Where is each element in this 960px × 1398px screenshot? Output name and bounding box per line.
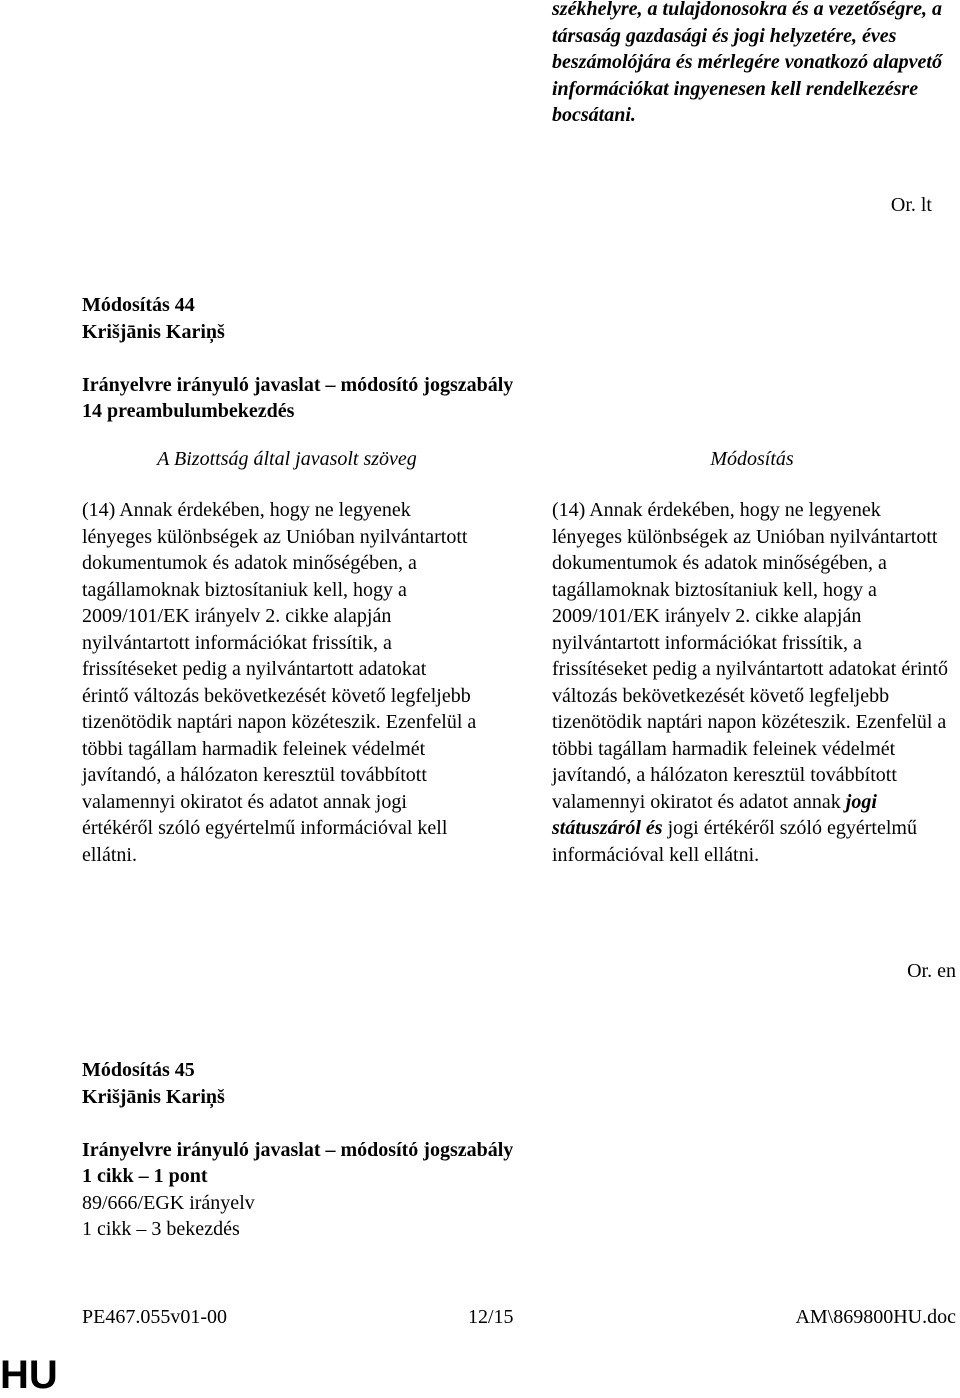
amendment-text-emphasis: jogi státuszáról és bbox=[552, 790, 877, 839]
proposal-title: Irányelvre irányuló javaslat – módosító jogszabály bbox=[82, 1138, 514, 1161]
amendment-author: Krišjānis Kariņš bbox=[82, 320, 225, 343]
footer-file-name: AM\869800HU.doc bbox=[795, 1306, 956, 1328]
amendment-text-before: (14) Annak érdekében, hogy ne legyenek lényeges különbségek az Unióban nyilvántartott dokumentumok és adatok minőségében, a tagállamoknak biztosítaniuk kell, hogy a 2009/101/EK irányelv 2. cikke alapján nyilvántartott információkat frissítik, a frissítéseket pedig a nyilvántartott adatokat érintő változás bekövetkezését követő legfeljebb tizenötödik naptári napon közéteszik. Ezenfelül a többi tagállam harmadik feleinek védelmét javítandó, a hálózaton keresztül továbbított valamennyi okiratot és adatot annak bbox=[552, 499, 948, 813]
paragraph-reference: 1 cikk – 3 bekezdés bbox=[82, 1218, 240, 1240]
footer-doc-code: PE467.055v01-00 bbox=[82, 1306, 227, 1328]
amendment-45-header bbox=[82, 1057, 513, 1243]
amendment-number: Módosítás 44 bbox=[82, 294, 195, 316]
amendment-author: Krišjānis Kariņš bbox=[82, 1085, 225, 1108]
original-language-lt: Or. lt bbox=[890, 194, 932, 216]
language-code: HU bbox=[0, 1353, 58, 1397]
right-column-text bbox=[552, 497, 952, 868]
footer-page-number: 12/15 bbox=[468, 1306, 514, 1328]
previous-amendment-continuation: székhelyre, a tulajdonosokra és a vezetőségre, a társaság gazdasági és jogi helyzetére, éves beszámolójára és mérlegére vonatkozó alapvető információkat ingyenesen kell rendelkezésre bocsátani. bbox=[552, 0, 942, 126]
article-reference: 1 cikk – 1 pont bbox=[82, 1165, 208, 1187]
original-language-en: Or. en bbox=[907, 960, 956, 982]
directive-reference: 89/666/EGK irányelv bbox=[82, 1191, 255, 1214]
right-column-title: Módosítás bbox=[710, 448, 794, 470]
proposal-title: Irányelvre irányuló javaslat – módosító jogszabály bbox=[82, 373, 514, 396]
commission-text: (14) Annak érdekében, hogy ne legyenek lényeges különbségek az Unióban nyilvántartott dokumentumok és adatok minőségében, a tagállamoknak biztosítaniuk kell, hogy a 2009/101/EK irányelv 2. cikke alapján nyilvántartott információkat frissítik, a frissítéseket pedig a nyilvántartott adatokat érintő változás bekövetkezését követő legfeljebb tizenötödik naptári napon közéteszik. Ezenfelül a többi tagállam harmadik feleinek védelmét javítandó, a hálózaton keresztül továbbított valamennyi okiratot és adatot annak jogi értékéről szóló egyértelmű információval kell ellátni. bbox=[82, 499, 477, 866]
amendment-text bbox=[552, 497, 952, 868]
left-column-title: A Bizottság által javasolt szöveg bbox=[157, 448, 417, 470]
amendment-44-header bbox=[82, 292, 513, 425]
left-column-text bbox=[82, 497, 477, 868]
article-reference: 14 preambulumbekezdés bbox=[82, 400, 295, 422]
amendment-number: Módosítás 45 bbox=[82, 1059, 195, 1081]
amendment-text-after: jogi értékéről szóló egyértelmű információval kell ellátni. bbox=[552, 817, 917, 866]
